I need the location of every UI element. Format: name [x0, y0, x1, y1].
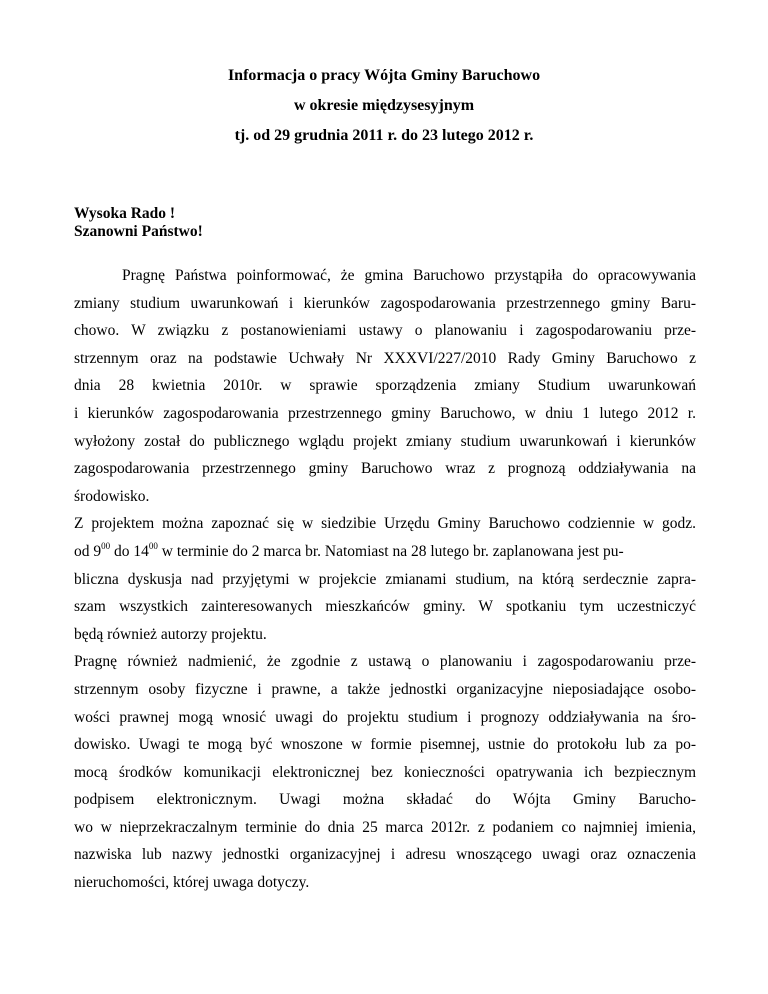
body-line: szam wszystkich zainteresowanych mieszkańców gminy. W spotkaniu tym uczestniczyć	[74, 598, 696, 616]
body-line: bliczna dyskusja nad przyjętymi w projekcie zmianami studium, na którą serdecznie zapra-	[74, 570, 696, 588]
title-line-3: tj. od 29 grudnia 2011 r. do 23 lutego 2012 r.	[234, 127, 534, 144]
body-line: nieruchomości, której uwaga dotyczy.	[74, 874, 310, 892]
body-line: i kierunków zagospodarowania przestrzennego gminy Baruchowo, w dniu 1 lutego 2012 r.	[74, 404, 696, 422]
body-line: Pragnę również nadmienić, że zgodnie z ustawą o planowaniu i zagospodarowaniu prze-	[74, 653, 696, 671]
body-text	[74, 262, 696, 897]
title-line-1: Informacja o pracy Wójta Gminy Baruchowo	[227, 67, 541, 84]
body-line-hours: od $9^{00}$ do $14^{00}$ w terminie do 2 marca br. Natomiast na 28 lutego br. zaplanowana jest pu-	[74, 540, 624, 560]
body-line: dowisko. Uwagi te mogą być wnoszone w formie pisemnej, ustnie do protokołu lub za po-	[74, 736, 696, 754]
body-line: mocą środków komunikacji elektronicznej bez konieczności opatrywania ich bezpiecznym	[74, 763, 696, 781]
body-line: nazwiska lub nazwy jednostki organizacyjnej i adresu wnoszącego uwagi oraz oznaczenia	[74, 846, 696, 864]
body-line: wyłożony został do publicznego wglądu projekt zmiany studium uwarunkowań i kierunków	[74, 432, 696, 450]
body-line: będą również autorzy projektu.	[74, 625, 267, 643]
greeting-line-1: Wysoka Rado !	[74, 205, 176, 222]
body-line: chowo. W związku z postanowieniami ustawy o planowaniu i zagospodarowaniu prze-	[74, 322, 696, 340]
body-line: Z projektem można zapoznać się w siedzibie Urzędu Gminy Baruchowo codziennie w godz.	[74, 515, 696, 533]
body-line: zmiany studium uwarunkowań i kierunków zagospodarowania przestrzennego gminy Baru-	[74, 294, 696, 312]
body-line: środowisko.	[74, 487, 150, 505]
greeting-line-2: Szanowni Państwo!	[74, 223, 203, 240]
body-line: dnia 28 kwietnia 2010r. w sprawie sporządzenia zmiany Studium uwarunkowań	[74, 377, 696, 395]
body-line: wo w nieprzekraczalnym terminie do dnia 25 marca 2012r. z podaniem co najmniej imienia,	[74, 818, 696, 836]
body-line: wości prawnej mogą wnosić uwagi do projektu studium i prognozy oddziaływania na śro-	[74, 708, 696, 726]
body-line: podpisem elektronicznym. Uwagi można składać do Wójta Gminy Barucho-	[74, 791, 696, 809]
title-line-2: w okresie międzysesyjnym	[293, 97, 475, 114]
body-line: Pragnę Państwa poinformować, że gmina Baruchowo przystąpiła do opracowywania	[122, 267, 696, 284]
body-line: strzennym osoby fizyczne i prawne, a także jednostki organizacyjne nieposiadające osobo-	[74, 680, 696, 698]
body-line: zagospodarowania przestrzennego gminy Baruchowo wraz z prognozą oddziaływania na	[74, 460, 696, 478]
body-line: strzennym oraz na podstawie Uchwały Nr XXXVI/227/2010 Rady Gminy Baruchowo z	[74, 349, 696, 367]
